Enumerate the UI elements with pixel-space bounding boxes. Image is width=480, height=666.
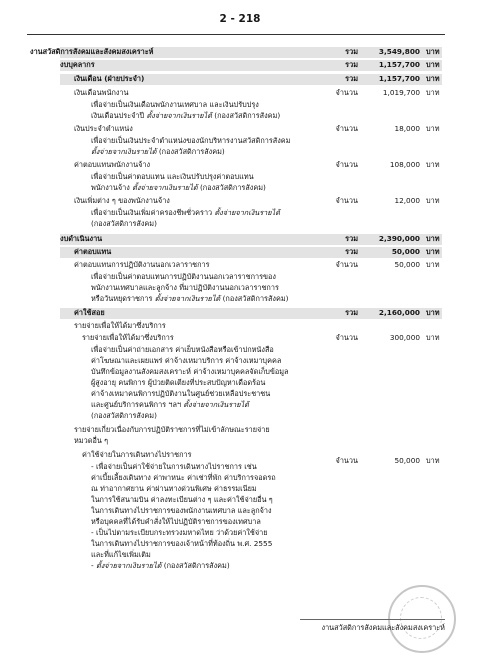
- emp-wage-line2: [91, 183, 266, 193]
- services-line-last: [91, 400, 249, 410]
- services-line: ผู้สูงอายุ คนพิการ ผู้ป่วยติดเตียงที่ประสบปัญหาเดือดร้อน: [91, 378, 266, 387]
- travel-line: ในการใช้สนามบิน ค่าลงทะเบียนต่าง ๆ และค่าใช้จ่ายอื่น ๆ: [91, 495, 273, 504]
- total-label: รวม: [345, 47, 358, 56]
- personnel-total-label: รวม: [345, 60, 358, 69]
- travel-line: หรือบุคคลที่ได้รับคำสั่งให้ไปปฏิบัติราชการของเทศบาล: [91, 517, 261, 526]
- emp-wage-unit: บาท: [426, 160, 440, 169]
- emp-wage-line2-a: พนักงานจ้าง: [91, 183, 133, 192]
- emp-salary-line2-a: เงินเดือนประจำปี: [91, 111, 147, 120]
- position-allow-label: จำนวน: [335, 124, 358, 133]
- use-amount: 2,160,000: [378, 308, 420, 317]
- services-label: จำนวน: [335, 333, 358, 342]
- overtime-line1: เพื่อจ่ายเป็นค่าตอบแทนการปฏิบัติงานนอกเวลาราชการของ: [91, 272, 276, 281]
- emp-salary-amount: 1,019,700: [382, 88, 420, 97]
- comp-unit: บาท: [426, 247, 440, 256]
- travel-line: ในการเดินทางไปราชการของพนักงานเทศบาล และลูกจ้าง: [91, 506, 272, 515]
- use-title: ค่าใช้สอย: [74, 308, 105, 317]
- position-allow-unit: บาท: [426, 124, 440, 133]
- travel-last-c: (กองสวัสดิการสังคม): [161, 561, 230, 570]
- emp-salary-label: จำนวน: [335, 88, 358, 97]
- emp-salary-line1: เพื่อจ่ายเป็นเงินเดือนพนักงานเทศบาล และเงินปรับปรุง: [91, 100, 259, 109]
- page-footer: งานสวัสดิการสังคมและสังคมสงเคราะห์: [321, 623, 445, 632]
- travel-last-b: ตั้งจ่ายจากเงินรายได้: [95, 561, 162, 570]
- services-line: เพื่อจ่ายเป็นค่าถ่ายเอกสาร ค่าเย็บหนังสือหรือเข้าปกหนังสือ: [91, 345, 274, 354]
- emp-extra-line1-b: ตั้งจ่ายจากเงินรายได้: [214, 208, 280, 217]
- personnel-amount: 1,157,700: [378, 60, 420, 69]
- total-unit: บาท: [426, 47, 440, 56]
- emp-extra-title: เงินเพิ่มต่าง ๆ ของพนักงานจ้าง: [74, 196, 170, 205]
- emp-extra-line2: (กองสวัสดิการสังคม): [91, 219, 157, 228]
- travel-line: ในการเดินทางไปราชการของเจ้าหน้าที่ท้องถิ่น พ.ศ. 2555: [91, 539, 273, 548]
- operation-amount: 2,390,000: [378, 234, 420, 243]
- personnel-title: งบบุคลากร: [60, 60, 95, 69]
- travel-amount: 50,000: [394, 456, 420, 465]
- position-allow-line2: [91, 147, 225, 157]
- use-unit: บาท: [426, 308, 440, 317]
- services-last-b: ตั้งจ่ายจากเงินรายได้: [183, 400, 249, 409]
- travel-line: และที่แก้ไขเพิ่มเติม: [91, 550, 151, 559]
- emp-extra-line1-a: เพื่อจ่ายเป็นเงินเพิ่มค่าครองชีพชั่วคราว: [91, 208, 215, 217]
- travel-last-a: -: [91, 561, 96, 570]
- operation-title: งบดำเนินงาน: [60, 234, 103, 243]
- footer-rule: [300, 619, 445, 620]
- travel-line: - เพื่อจ่ายเป็นค่าใช้จ่ายในการเดินทางไปราชการ เช่น: [91, 462, 257, 471]
- position-allow-title: เงินประจำตำแหน่ง: [74, 124, 133, 133]
- emp-wage-title: ค่าตอบแทนพนักงานจ้าง: [74, 160, 151, 169]
- emp-salary-line2-b: ตั้งจ่ายจากเงินรายได้: [146, 111, 212, 120]
- page-number: 2 - 218: [219, 13, 261, 25]
- comp-amount: 50,000: [391, 247, 420, 256]
- misc-group-title: รายจ่ายเกี่ยวเนื่องกับการปฏิบัติราชการที่ไม่เข้าลักษณะรายจ่าย: [74, 425, 270, 434]
- overtime-line3: [91, 294, 289, 304]
- operation-unit: บาท: [426, 234, 440, 243]
- services-title: รายจ่ายเพื่อให้ได้มาซึ่งบริการ: [82, 333, 174, 342]
- position-allow-line2-a: ตั้งจ่ายจากเงินรายได้: [91, 147, 157, 156]
- emp-wage-line2-b: ตั้งจ่ายจากเงินรายได้: [132, 183, 198, 192]
- emp-extra-line1: [91, 208, 280, 218]
- services-line: ค่าจ้างเหมาคนพิการปฏิบัติงานในศูนย์ช่วยเหลือประชาชน: [91, 389, 271, 398]
- emp-wage-line1: เพื่อจ่ายเป็นค่าตอบแทน และเงินปรับปรุงค่าตอบแทน: [91, 172, 254, 181]
- position-allow-line1: เพื่อจ่ายเป็นเงินประจำตำแหน่งของนักบริหารงานสวัสดิการสังคม: [91, 136, 291, 145]
- travel-title: ค่าใช้จ่ายในการเดินทางไปราชการ: [82, 450, 192, 459]
- overtime-line3-c: (กองสวัสดิการสังคม): [220, 294, 289, 303]
- emp-extra-unit: บาท: [426, 196, 440, 205]
- personnel-unit: บาท: [426, 60, 440, 69]
- overtime-line3-b: ตั้งจ่ายจากเงินรายได้: [154, 294, 221, 303]
- services-amount: 300,000: [389, 333, 420, 342]
- use-total-label: รวม: [345, 308, 358, 317]
- salary-amount: 1,157,700: [378, 74, 420, 83]
- salary-title: เงินเดือน (ฝ่ายประจำ): [74, 74, 145, 83]
- position-allow-amount: 18,000: [394, 124, 420, 133]
- salary-unit: บาท: [426, 74, 440, 83]
- emp-wage-amount: 108,000: [389, 160, 420, 169]
- services-last-c: (กองสวัสดิการสังคม): [91, 411, 157, 420]
- services-last-a: และศูนย์บริการคนพิการ ฯลฯ: [91, 400, 184, 409]
- services-group-title: รายจ่ายเพื่อให้ได้มาซึ่งบริการ: [74, 321, 166, 330]
- overtime-label: จำนวน: [335, 260, 358, 269]
- emp-salary-line2-c: (กองสวัสดิการสังคม): [211, 111, 281, 120]
- overtime-title: ค่าตอบแทนการปฏิบัติงานนอกเวลาราชการ: [74, 260, 210, 269]
- travel-line: ณ ท่าอากาศยาน ค่าผ่านทางด่วนพิเศษ ค่าธรรมเนียม: [91, 484, 257, 493]
- services-line: ค่าโฆษณาและเผยแพร่ ค่าจ้างเหมาบริการ ค่าจ้างเหมาบุคคล: [91, 356, 282, 365]
- total-amount: 3,549,800: [378, 47, 420, 56]
- section-title: งานสวัสดิการสังคมและสังคมสงเคราะห์: [30, 47, 154, 56]
- travel-label: จำนวน: [335, 456, 358, 465]
- header-rule: [27, 34, 445, 35]
- overtime-line2: พนักงานเทศบาลและลูกจ้าง ที่มาปฏิบัติงานนอกเวลาราชการ: [91, 283, 279, 292]
- salary-total-label: รวม: [345, 74, 358, 83]
- services-unit: บาท: [426, 333, 440, 342]
- emp-salary-unit: บาท: [426, 88, 440, 97]
- overtime-unit: บาท: [426, 260, 440, 269]
- travel-line: - เป็นไปตามระเบียบกระทรวงมหาดไทย ว่าด้วยค่าใช้จ่าย: [91, 528, 268, 537]
- misc-group-title-2: หมวดอื่น ๆ: [74, 436, 109, 445]
- position-allow-line2-b: (กองสวัสดิการสังคม): [156, 147, 225, 156]
- comp-total-label: รวม: [345, 247, 358, 256]
- emp-salary-line2: [91, 111, 280, 121]
- operation-total-label: รวม: [345, 234, 358, 243]
- travel-line: ค่าเบี้ยเลี้ยงเดินทาง ค่าพาหนะ ค่าเช่าที่พัก ค่าบริการจอดรถ: [91, 473, 276, 482]
- services-line: บันทึกข้อมูลงานสังคมสงเคราะห์ ค่าจ้างเหมาบุคคลจัดเก็บข้อมูล: [91, 367, 289, 376]
- emp-extra-label: จำนวน: [335, 196, 358, 205]
- travel-unit: บาท: [426, 456, 440, 465]
- emp-salary-title: เงินเดือนพนักงาน: [74, 88, 129, 97]
- comp-title: ค่าตอบแทน: [74, 247, 112, 256]
- overtime-line3-a: หรือวันหยุดราชการ: [91, 294, 155, 303]
- overtime-amount: 50,000: [394, 260, 420, 269]
- emp-wage-line2-c: (กองสวัสดิการสังคม): [197, 183, 266, 192]
- emp-wage-label: จำนวน: [335, 160, 358, 169]
- emp-extra-amount: 12,000: [394, 196, 420, 205]
- travel-line-last: [91, 561, 230, 571]
